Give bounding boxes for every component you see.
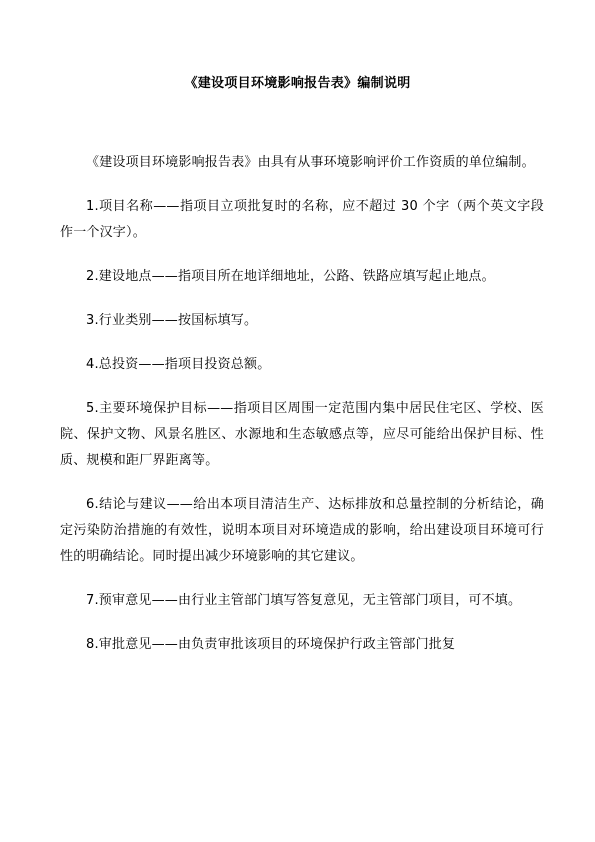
paragraph-investment: 4.总投资——指项目投资总额。 [86,357,271,372]
paragraph-location: 2.建设地点——指项目所在地详细地址，公路、铁路应填写起止地点。 [86,269,495,284]
paragraph-protection-targets: 5.主要环境保护目标——指项目区周围一定范围内集中居民住宅区、学校、医院、保护文物、风景名胜区、水源地和生态敏感点等，应尽可能给出保护目标、性质、规模和距厂界距离等。 [60,401,544,468]
document-title: 《建设项目环境影响报告表》编制说明 [184,76,411,91]
paragraph-project-name: 1.项目名称——指项目立项批复时的名称，应不超过 30 个字（两个英文字段作一个汉字）。 [60,199,544,240]
paragraph-pre-review: 7.预审意见——由行业主管部门填写答复意见，无主管部门项目，可不填。 [86,593,522,608]
paragraph-industry: 3.行业类别——按国标填写。 [86,313,258,328]
paragraph-intro: 《建设项目环境影响报告表》由具有从事环境影响评价工作资质的单位编制。 [86,155,535,170]
paragraph-approval: 8.审批意见——由负责审批该项目的环境保护行政主管部门批复 [86,637,456,652]
paragraph-conclusion: 6.结论与建议——给出本项目清洁生产、达标排放和总量控制的分析结论，确定污染防治措施的有效性，说明本项目对环境造成的影响，给出建设项目环境可行性的明确结论。同时提出减少环境影响的其它建议。 [60,497,544,564]
document-body [60,150,544,676]
